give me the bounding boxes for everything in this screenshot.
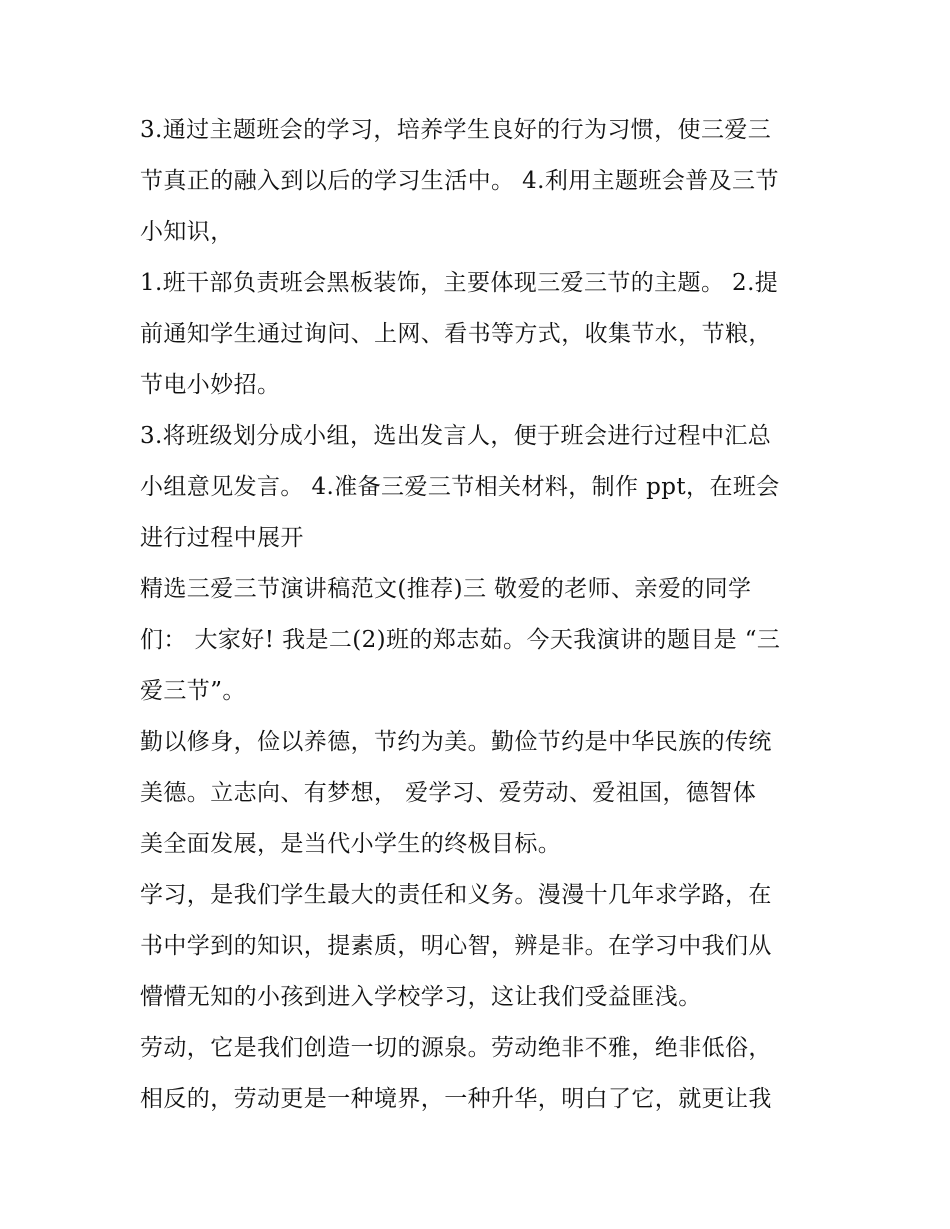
text-line: 美德。立志向、有梦想， 爱学习、爱劳动、爱祖国，德智体 [140,780,757,806]
text-line: 劳动，它是我们创造一切的源泉。劳动绝非不雅，绝非低俗， [140,1035,772,1061]
text-line: 3.将班级划分成小组，选出发言人，便于班会进行过程中汇总 [140,423,772,449]
document-body-text [140,110,820,1130]
text-line: 书中学到的知识，提素质，明心智，辨是非。在学习中我们从 [140,933,772,959]
text-line: 懵懵无知的小孩到进入学校学习，这让我们受益匪浅。 [140,984,702,1010]
text-line: 精选三爱三节演讲稿范文(推荐)三 敬爱的老师、亲爱的同学 [140,576,752,602]
text-line: 爱三节”。 [140,678,246,704]
text-line: 前通知学生通过询问、上网、看书等方式，收集节水，节粮， [140,321,772,347]
text-line: 学习，是我们学生最大的责任和义务。漫漫十几年求学路，在 [140,882,772,908]
text-line: 勤以修身，俭以养德，节约为美。勤俭节约是中华民族的传统 [140,729,772,755]
text-line: 进行过程中展开 [140,525,304,551]
text-line: 节电小妙招。 [140,372,281,398]
text-line: 们： 大家好! 我是二(2)班的郑志茹。今天我演讲的题目是 “三 [140,627,781,653]
text-line: 相反的，劳动更是一种境界，一种升华，明白了它，就更让我 [140,1086,772,1112]
text-line: 节真正的融入到以后的学习生活中。 4.利用主题班会普及三节 [140,168,779,194]
text-line: 3.通过主题班会的学习，培养学生良好的行为习惯，使三爱三 [140,117,772,143]
text-line: 1.班干部负责班会黑板装饰，主要体现三爱三节的主题。 2.提 [140,270,779,296]
text-line: 美全面发展，是当代小学生的终极目标。 [140,831,562,857]
text-line: 小组意见发言。 4.准备三爱三节相关材料，制作 ppt，在班会 [140,474,780,500]
text-line: 小知识， [140,219,234,245]
